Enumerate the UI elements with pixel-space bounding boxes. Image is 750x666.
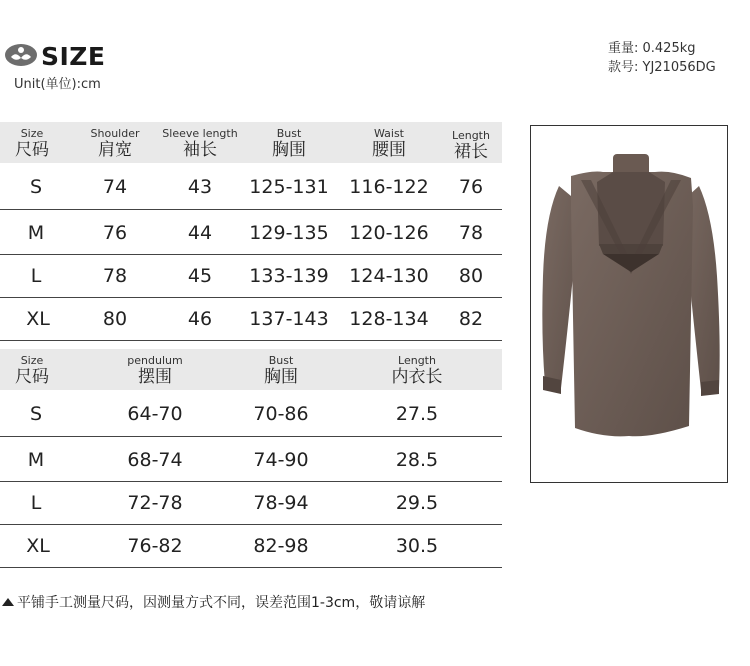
style-number-label: 款号: YJ21056DG (608, 60, 716, 75)
table-cell: 64-70 (127, 403, 183, 425)
table-cell: 129-135 (249, 222, 329, 244)
header-waist: Waist 腰围 (372, 127, 406, 160)
table-row (0, 163, 502, 210)
table-cell: 46 (187, 308, 213, 330)
table-cell: 124-130 (349, 265, 429, 287)
header-pendulum: pendulum 摆围 (127, 354, 183, 387)
table-cell: 80 (458, 265, 484, 287)
unit-label: Unit(单位):cm (14, 77, 101, 92)
table-cell: 45 (187, 265, 213, 287)
table-row (0, 390, 502, 437)
table-cell: 137-143 (249, 308, 329, 330)
table-cell: 43 (187, 176, 213, 198)
table-cell: 29.5 (395, 492, 439, 514)
product-photo (530, 125, 728, 483)
table-cell: XL (26, 535, 50, 557)
table-row (0, 525, 502, 568)
table-row (0, 255, 502, 298)
page-title: SIZE (41, 42, 106, 71)
table-cell: 78 (102, 265, 128, 287)
header-sleeve-length: Sleeve length 袖长 (162, 127, 238, 160)
table-row (0, 298, 502, 341)
table-cell: L (30, 492, 42, 514)
header-length: Length 裙长 (452, 129, 490, 162)
garment-illustration (531, 126, 727, 482)
table-cell: 82 (458, 308, 484, 330)
table-cell: 116-122 (349, 176, 429, 198)
table-row (0, 210, 502, 255)
table-cell: 74-90 (253, 449, 309, 471)
header-inner-length: Length 内衣长 (391, 354, 443, 387)
table-cell: 125-131 (249, 176, 329, 198)
table-cell: 74 (102, 176, 128, 198)
table-cell: 120-126 (349, 222, 429, 244)
table-cell: 76 (102, 222, 128, 244)
table-cell: M (27, 222, 45, 244)
table-cell: 78-94 (253, 492, 309, 514)
table-cell: 44 (187, 222, 213, 244)
header-size: Size 尺码 (15, 354, 49, 387)
table-cell: 76-82 (127, 535, 183, 557)
note-text: 平铺手工测量尺码，因测量方式不同，误差范围1-3cm，敬请谅解 (17, 595, 426, 611)
table-row (0, 482, 502, 525)
triangle-icon (2, 598, 14, 606)
table-cell: S (29, 176, 43, 198)
header-bust: Bust 胸围 (272, 127, 306, 160)
table-cell: S (29, 403, 43, 425)
weight-label: 重量: 0.425kg (608, 41, 696, 56)
table-cell: 82-98 (253, 535, 309, 557)
table-cell: XL (26, 308, 50, 330)
table-header (0, 349, 502, 390)
table-header (0, 122, 502, 163)
table-cell: 128-134 (349, 308, 429, 330)
measurement-note (2, 592, 425, 612)
table-cell: 80 (102, 308, 128, 330)
table-cell: 70-86 (253, 403, 309, 425)
table-cell: 28.5 (395, 449, 439, 471)
table-cell: 76 (458, 176, 484, 198)
table-cell: 133-139 (249, 265, 329, 287)
table-cell: 30.5 (395, 535, 439, 557)
header-bust: Bust 胸围 (264, 354, 298, 387)
brand-logo-icon (4, 40, 38, 70)
table-cell: 27.5 (395, 403, 439, 425)
table-cell: 72-78 (127, 492, 183, 514)
table-cell: M (27, 449, 45, 471)
table-cell: 68-74 (127, 449, 183, 471)
table-row (0, 437, 502, 482)
header-size: Size 尺码 (15, 127, 49, 160)
table-cell: 78 (458, 222, 484, 244)
header-shoulder: Shoulder 肩宽 (90, 127, 140, 160)
table-cell: L (30, 265, 42, 287)
